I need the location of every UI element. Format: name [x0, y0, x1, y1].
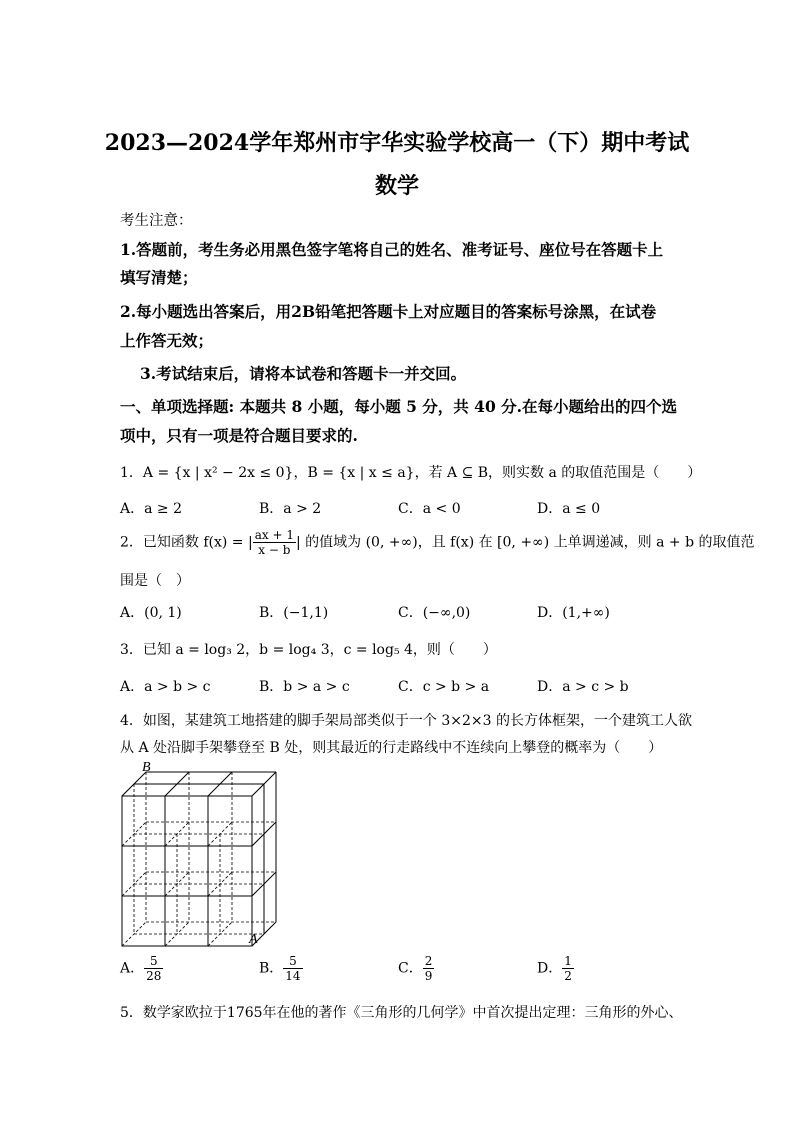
question-2-fraction [253, 528, 296, 557]
question-1-option-a: A．a ≥ 2 [120, 501, 182, 517]
question-4-option-c-denominator: 9 [424, 969, 433, 983]
section-1-heading-line-2: 项中，只有一项是符合题目要求的. [120, 426, 358, 445]
question-4-option-a-fraction [144, 954, 163, 983]
question-4-option-c [398, 954, 434, 983]
question-4-stem-line-2: 从 A 处沿脚手架攀登至 B 处，则其最近的行走路线中不连续向上攀登的概率为（ ） [120, 740, 663, 756]
question-3-option-d: D．a > c > b [537, 679, 629, 695]
question-4-option-d [537, 954, 574, 983]
question-4-option-b-denominator: 14 [285, 969, 301, 983]
question-3-stem: 3．已知 a = log₃ 2，b = log₄ 3，c = log₅ 4，则（ ） [120, 642, 497, 658]
scaffold-label-a: A [249, 932, 258, 947]
scaffold-hidden-edges [122, 772, 276, 946]
question-4-option-c-fraction [423, 954, 435, 983]
question-4-option-a [120, 954, 163, 983]
question-4-option-d-letter: D． [537, 960, 563, 977]
question-4-option-c-letter: C． [398, 960, 423, 977]
question-4-option-a-denominator: 28 [146, 969, 162, 983]
question-2-option-d: D．(1,+∞) [537, 605, 610, 621]
question-2-stem-suffix: | 的值域为 (0, +∞)，且 f(x) 在 [0, +∞) 上单调递减，则 a + b 的取值范 [295, 534, 755, 551]
question-2-option-c: C．(−∞,0) [398, 605, 471, 621]
exam-subject: 数学 [374, 173, 419, 199]
notice-heading: 考生注意： [120, 213, 193, 229]
question-1-option-d: D．a ≤ 0 [537, 501, 601, 517]
notice-item-2-line-2: 上作答无效； [120, 331, 214, 350]
question-5-stem: 5．数学家欧拉于1765年在他的著作《三角形的几何学》中首次提出定理：三角形的外心、 [120, 1005, 683, 1021]
question-3-option-c: C．c > b > a [398, 679, 490, 695]
question-2-option-b: B．(−1,1) [259, 605, 329, 621]
question-4-option-a-letter: A． [120, 960, 145, 977]
question-1-stem: 1．A = {x | x² − 2x ≤ 0}，B = {x | x ≤ a}，若 A ⊆ B，则实数 a 的取值范围是（ ） [120, 465, 702, 481]
question-2-fraction-numerator: ax + 1 [254, 528, 294, 542]
question-4-option-c-numerator: 2 [424, 954, 433, 968]
notice-item-3: 3.考试结束后，请将本试卷和答题卡一并交回。 [140, 364, 467, 383]
exam-title: 2023—2024学年郑州市宇华实验学校高一（下）期中考试 [104, 130, 690, 156]
question-2-stem-line-2: 围是（ ） [120, 573, 190, 589]
scaffold-visible-edges [122, 772, 276, 946]
question-4-option-b-fraction [283, 954, 302, 983]
question-1-option-c: C．a < 0 [398, 501, 461, 517]
section-1-heading-line-1: 一、单项选择题: 本题共 8 小题，每小题 5 分，共 40 分.在每小题给出的四个选 [120, 397, 678, 416]
question-4-option-b-letter: B． [259, 960, 284, 977]
question-4-option-a-numerator: 5 [144, 954, 163, 969]
notice-item-1-line-2: 填写清楚； [120, 268, 198, 287]
question-4-option-b [259, 954, 303, 983]
question-3-option-b: B．b > a > c [259, 679, 350, 695]
question-2-stem-prefix: 2．已知函数 f(x) = | [120, 534, 253, 551]
question-2-option-a: A．(0, 1) [120, 605, 182, 621]
question-4-option-d-fraction [562, 954, 574, 983]
question-4-option-d-denominator: 2 [564, 969, 572, 983]
question-1-option-b: B．a > 2 [259, 501, 322, 517]
question-4-option-d-numerator: 1 [564, 954, 572, 968]
question-4-stem-line-1: 4．如图，某建筑工地搭建的脚手架局部类似于一个 3×2×3 的长方体框架，一个建筑工人欲 [120, 713, 692, 729]
question-4-option-b-numerator: 5 [283, 954, 302, 969]
question-2-stem-line-1 [120, 528, 754, 557]
question-2-fraction-denominator: x − b [258, 543, 291, 557]
scaffold-frame-figure [112, 758, 302, 950]
notice-item-2-line-1: 2.每小题选出答案后，用2B铅笔把答题卡上对应题目的答案标号涂黑，在试卷 [120, 302, 657, 321]
question-3-option-a: A．a > b > c [120, 679, 211, 695]
notice-item-1-line-1: 1.答题前，考生务必用黑色签字笔将自己的姓名、准考证号、座位号在答题卡上 [120, 240, 664, 259]
scaffold-label-b: B [142, 760, 151, 775]
